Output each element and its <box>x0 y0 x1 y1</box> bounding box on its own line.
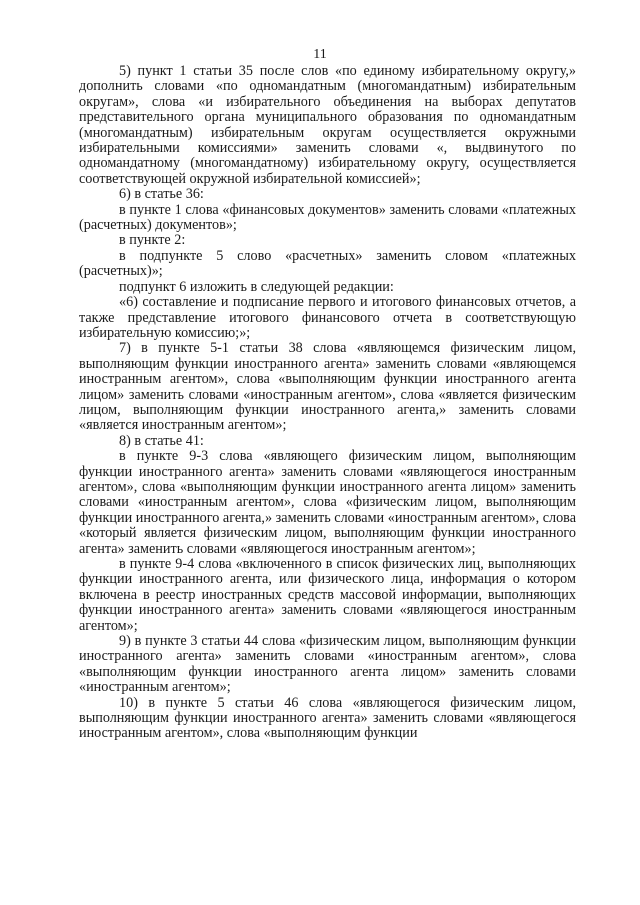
paragraph-item-7: 7) в пункте 5-1 статьи 38 слова «являющемся физическим лицом, выполняющим функции иностранного агента» заменить словами «являющемся иностранным агентом», слова «выполняющим функции иностранного агента лицом» заменить словами «иностранным агентом», слова «является физическим лицом, выполняющим функции иностранного агента,» заменить словами «является иностранным агентом»; <box>79 340 576 434</box>
paragraph-item-9: 9) в пункте 3 статьи 44 слова «физическим лицом, выполняющим функции иностранного агента» заменить словами «иностранным агентом», слова «выполняющим функции иностранного агента лицом» заменить словами «иностранным агентом»; <box>79 633 576 696</box>
paragraph-item-10: 10) в пункте 5 статьи 46 слова «являющегося физическим лицом, выполняющим функции иностранного агента» заменить словами «являющегося иностранным агентом», слова «выполняющим функции <box>79 694 576 742</box>
paragraph-subpoint-6-intro: подпункт 6 изложить в следующей редакции: <box>119 278 394 295</box>
paragraph-item-6-heading: 6) в статье 36: <box>119 186 204 203</box>
paragraph-subpoint-5: в подпункте 5 слово «расчетных» заменить словом «платежных (расчетных)»; <box>79 247 576 280</box>
paragraph-item-8-heading: 8) в статье 41: <box>119 432 204 449</box>
paragraph-item-6-point-1: в пункте 1 слова «финансовых документов» заменить словами «платежных (расчетных) документов»; <box>79 201 576 234</box>
document-body <box>79 64 576 742</box>
paragraph-item-6-point-2: в пункте 2: <box>119 232 186 249</box>
paragraph-item-5: 5) пункт 1 статьи 35 после слов «по единому избирательному округу,» дополнить словами «по одномандатным (многомандатным) избирательным округам», слова «и избирательного объединения на выборах депутатов представительного органа муниципального образования по одномандатным (многомандатным) избирательным округам осуществляется окружными избирательными комиссиями» заменить словами «, выдвинутого по одномандатному (многомандатному) избирательному округу, осуществляется соответствующей окружной избирательной комиссией»; <box>79 63 576 187</box>
paragraph-item-8-point-9-3: в пункте 9-3 слова «являющего физическим лицом, выполняющим функции иностранного агента» заменить словами «являющегося иностранным агентом», слова «выполняющим функции иностранного агента лицом» заменить словами «иностранным агентом», слова «физическим лицом, выполняющим функции иностранного агента,» заменить словами «иностранным агентом», слова «который является физическим лицом, выполняющим функции иностранного агента» заменить словами «являющегося иностранным агентом»; <box>79 448 576 557</box>
paragraph-subpoint-6-text: «6) составление и подписание первого и итогового финансовых отчетов, а также представление итогового финансового отчета в соответствующую избирательную комиссию;»; <box>79 294 576 341</box>
page-number: 11 <box>313 47 327 62</box>
paragraph-item-8-point-9-4: в пункте 9-4 слова «включенного в список физических лиц, выполняющих функции иностранного агента, или физического лица, информация о котором включена в реестр иностранных средств массовой информации, выполняющих функции иностранного агента» заменить словами «являющегося иностранным агентом»; <box>79 556 576 634</box>
